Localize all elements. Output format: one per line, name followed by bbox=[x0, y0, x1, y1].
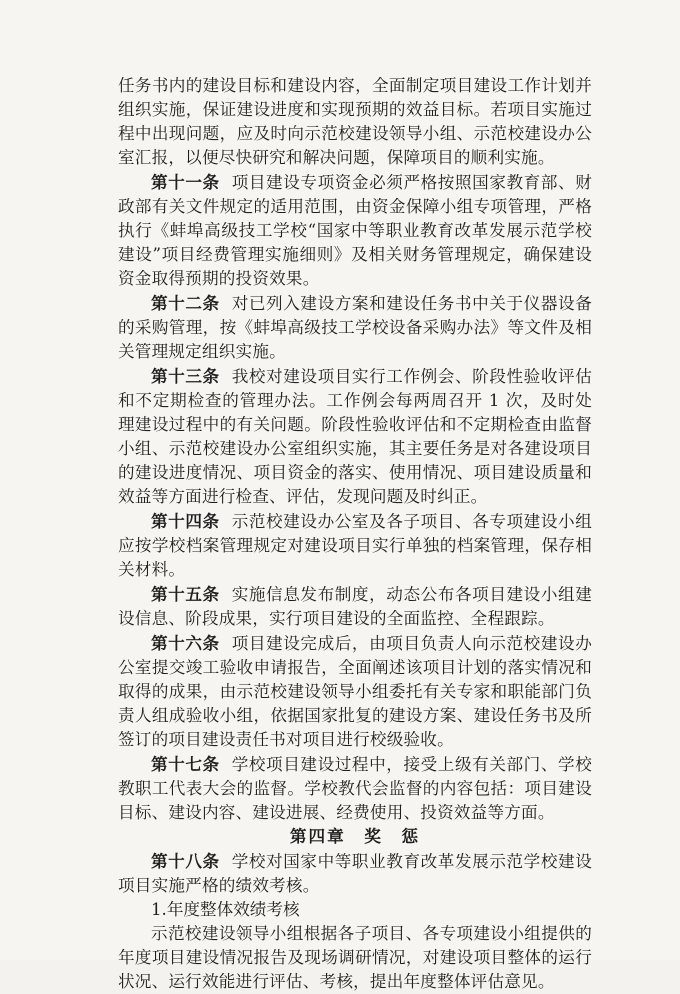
article-number: 第十六条 bbox=[151, 633, 220, 653]
article-text: 学校对国家中等职业教育改革发展示范学校建设项目实施严格的绩效考核。 bbox=[118, 852, 592, 895]
article-number: 第十四条 bbox=[151, 511, 220, 531]
subsection-heading: 1.年度整体效绩考核 bbox=[151, 900, 300, 919]
article-text: 项目建设专项资金必须严格按照国家教育部、财政部有关文件规定的适用范围，由资金保障小组专项管理，严格执行《蚌埠高级技工学校“国家中等职业教育改革发展示范学校建设”项目经费管理实施细则》及相关财务管理规定，确保建设资金取得预期的投资效果。 bbox=[118, 173, 592, 288]
paragraph-continuation bbox=[118, 74, 592, 170]
article-text: 学校项目建设过程中，接受上级有关部门、学校教职工代表大会的监督。学校教代会监督的内容包括：项目建设目标、建设内容、建设进展、经费使用、投资效益等方面。 bbox=[118, 755, 592, 822]
article-text: 我校对建设项目实行工作例会、阶段性验收评估和不定期检查的管理办法。工作例会每两周召开 1 次，及时处理建设过程中的有关问题。阶段性验收评估和不定期检查由监督小组、示范校建设办公室组织实施，其主要任务是对各建设项目的建设进度情况、项目资金的落实、使用情况、项目建设质量和效益等方面进行检查、评估，发现问题及时纠正。 bbox=[118, 367, 592, 506]
article-14 bbox=[118, 509, 592, 582]
paragraph-text: 示范校建设领导小组根据各子项目、各专项建设小组提供的年度项目建设情况报告及现场调研情况，对建设项目整体的运行状况、运行效能进行评估、考核，提出年度整体评估意见。 bbox=[118, 924, 592, 991]
article-number: 第十七条 bbox=[151, 754, 220, 774]
article-18 bbox=[118, 849, 592, 898]
article-number: 第十二条 bbox=[151, 293, 220, 313]
chapter-heading: 第四章 奖 惩 bbox=[289, 827, 421, 846]
article-text: 项目建设完成后，由项目负责人向示范校建设办公室提交竣工验收申请报告，全面阐述该项目计划的落实情况和取得的成果，由示范校建设领导小组委托有关专家和职能部门负责人组成验收小组，依据国家批复的建设方案、建设任务书及所签订的项目建设责任书对项目进行校级验收。 bbox=[118, 634, 592, 749]
article-13 bbox=[118, 364, 592, 509]
article-17 bbox=[118, 752, 592, 825]
article-number: 第十五条 bbox=[151, 584, 220, 604]
article-number: 第十三条 bbox=[151, 366, 220, 386]
article-12 bbox=[118, 291, 592, 364]
article-number: 第十一条 bbox=[151, 172, 220, 192]
paragraph-text: 任务书内的建设目标和建设内容，全面制定项目建设工作计划并组织实施，保证建设进度和实现预期的效益目标。若项目实施过程中出现问题，应及时向示范校建设领导小组、示范校建设办公室汇报，以便尽快研究和解决问题，保障项目的顺利实施。 bbox=[118, 76, 592, 167]
article-text: 示范校建设办公室及各子项目、各专项建设小组应按学校档案管理规定对建设项目实行单独的档案管理，保存相关材料。 bbox=[118, 512, 592, 579]
article-text: 对已列入建设方案和建设任务书中关于仪器设备的采购管理，按《蚌埠高级技工学校设备采购办法》等文件及相关管理规定组织实施。 bbox=[118, 294, 592, 361]
article-text: 实施信息发布制度，动态公布各项目建设小组建设信息、阶段成果，实行项目建设的全面监控、全程跟踪。 bbox=[118, 585, 592, 628]
article-11 bbox=[118, 170, 592, 291]
article-16 bbox=[118, 631, 592, 752]
article-number: 第十八条 bbox=[151, 851, 220, 871]
paragraph-assessment bbox=[118, 922, 592, 994]
article-15 bbox=[118, 582, 592, 631]
